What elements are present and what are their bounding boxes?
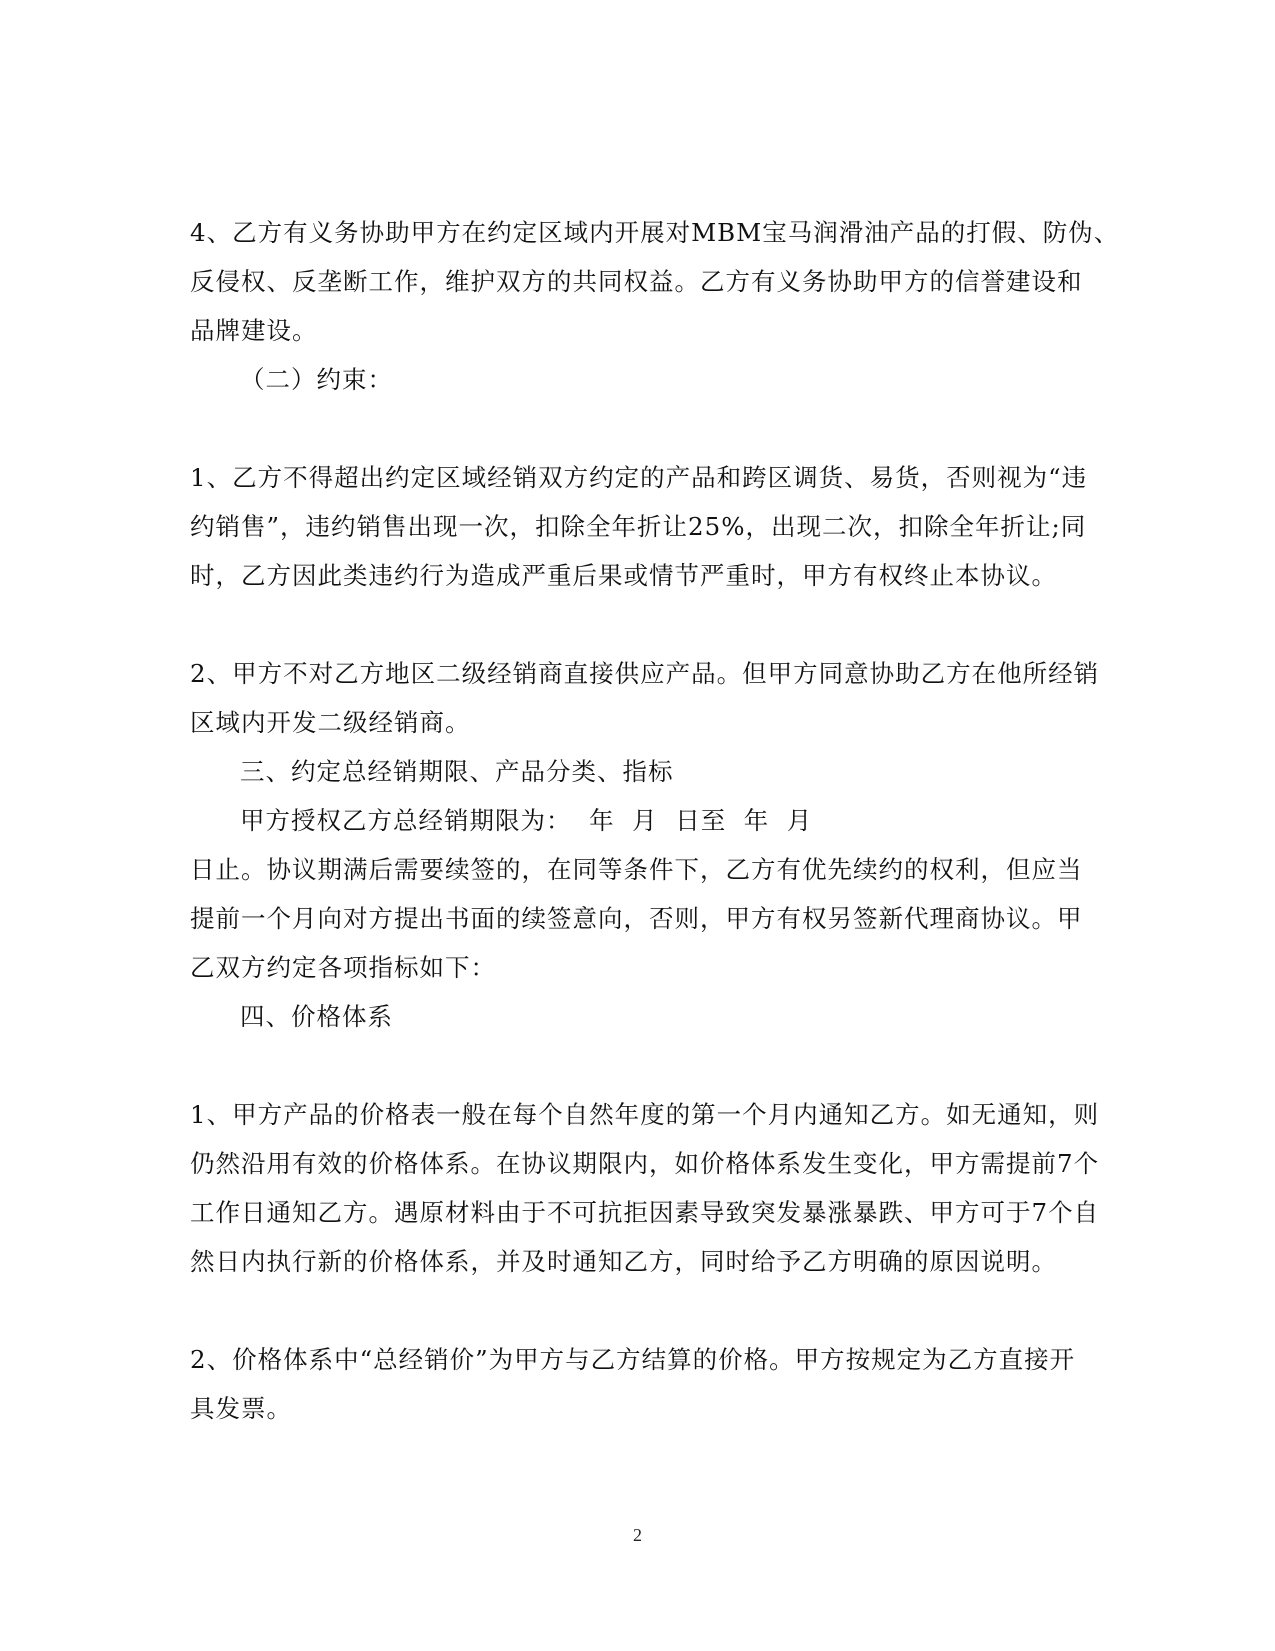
text-line: 2、价格体系中“总经销价”为甲方与乙方结算的价格。甲方按规定为乙方直接开 (190, 1345, 1076, 1374)
paragraph-constraint-1 (190, 453, 1088, 600)
heading-text: 四、价格体系 (240, 1002, 393, 1031)
text-line: 2、甲方不对乙方地区二级经销商直接供应产品。但甲方同意协助乙方在他所经销 (190, 659, 1100, 688)
text-line: 约销售”，违约销售出现一次，扣除全年折让25%，出现二次，扣除全年折让;同 (190, 512, 1087, 541)
paragraph-term (190, 796, 1083, 992)
paragraph-constraint-2 (190, 649, 1100, 747)
text-line: 反侵权、反垄断工作，维护双方的共同权益。乙方有义务协助甲方的信誉建设和 (190, 267, 1083, 296)
text-line: 具发票。 (190, 1394, 292, 1423)
text-line: 1、甲方产品的价格表一般在每个自然年度的第一个月内通知乙方。如无通知，则 (190, 1100, 1100, 1129)
section-heading-pricing (190, 992, 1080, 1041)
section-heading-term (190, 747, 1080, 796)
text-line: 仍然沿用有效的价格体系。在协议期限内，如价格体系发生变化，甲方需提前7个 (190, 1149, 1100, 1178)
page-number: 2 (633, 1525, 642, 1545)
text-line: 日止。协议期满后需要续签的，在同等条件下，乙方有优先续约的权利，但应当 (190, 855, 1083, 884)
text-line: 甲方授权乙方总经销期限为： 年 月 日至 年 月 (240, 806, 813, 835)
paragraph-spacer (190, 600, 1080, 649)
paragraph-spacer (190, 1041, 1080, 1090)
text-line: 然日内执行新的价格体系，并及时通知乙方，同时给予乙方明确的原因说明。 (190, 1247, 1057, 1276)
text-line: 提前一个月向对方提出书面的续签意向，否则，甲方有权另签新代理商协议。甲 (190, 904, 1083, 933)
text-line: 区域内开发二级经销商。 (190, 708, 471, 737)
paragraph-pricing-2 (190, 1335, 1080, 1433)
section-heading-constraints (190, 355, 1080, 404)
text-line: 品牌建设。 (190, 316, 318, 345)
text-line: 4、乙方有义务协助甲方在约定区域内开展对MBM宝马润滑油产品的打假、防伪、 (190, 218, 1120, 247)
document-body (190, 208, 1120, 1433)
text-line: 乙双方约定各项指标如下： (190, 953, 496, 982)
paragraph-obligation-4 (190, 208, 1120, 355)
paragraph-spacer (190, 1286, 1080, 1335)
paragraph-pricing-1 (190, 1090, 1100, 1286)
heading-text: （二）约束： (240, 365, 393, 394)
text-line: 时，乙方因此类违约行为造成严重后果或情节严重时，甲方有权终止本协议。 (190, 561, 1057, 590)
paragraph-spacer (190, 404, 1080, 453)
heading-text: 三、约定总经销期限、产品分类、指标 (240, 757, 674, 786)
text-line: 1、乙方不得超出约定区域经销双方约定的产品和跨区调货、易货，否则视为“违 (190, 463, 1088, 492)
text-line: 工作日通知乙方。遇原材料由于不可抗拒因素导致突发暴涨暴跌、甲方可于7个自 (190, 1198, 1100, 1227)
